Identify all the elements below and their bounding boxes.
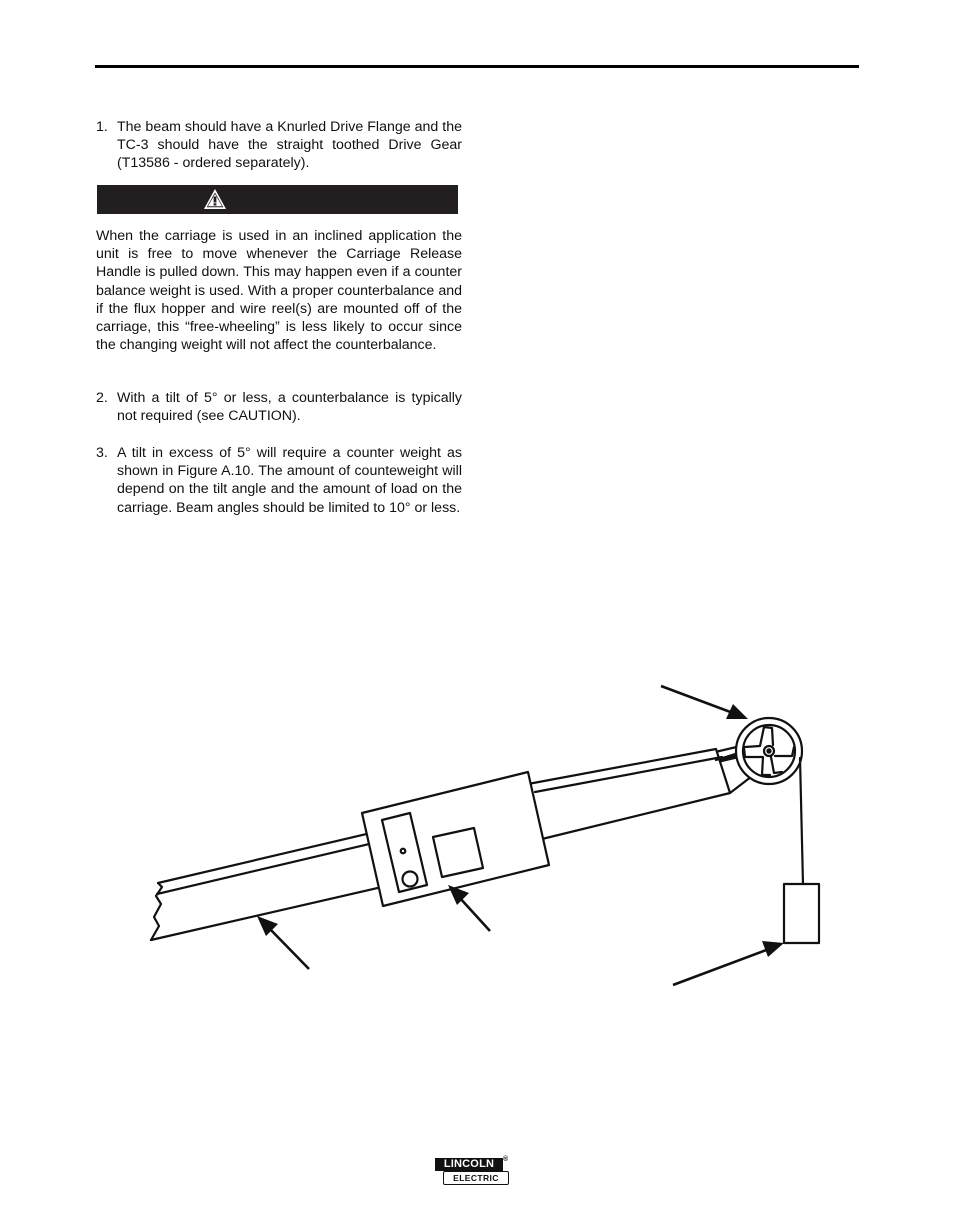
step-3-number: 3. [96, 445, 108, 461]
carriage [362, 772, 549, 906]
logo-registered-mark: ® [503, 1156, 509, 1163]
logo-top-text: LINCOLN [435, 1158, 503, 1171]
lincoln-electric-logo [435, 1158, 510, 1186]
pulley [736, 718, 802, 784]
carriage-arrow [448, 885, 490, 931]
step-2-number: 2. [96, 390, 108, 406]
caution-text: When the carriage is used in an inclined application the unit is free to move whenever the Carriage Release Handle is pulled down. This may happen even if a counter balance weight is used. With a proper counterbalance and if the flux hopper and wire reel(s) are mounted off of the carriage, this “free-wheeling” is less likely to occur since the changing weight will not affect the counterbalance. [96, 228, 462, 354]
track-rail [528, 749, 730, 839]
step-3-text: A tilt in excess of 5° will require a counter weight as shown in Figure A.10. The amount of counteweight will depend on the tilt angle and the amount of load on the carriage. Beam angles should be limited to 10° or less. [117, 445, 462, 516]
pulley-arrow [661, 686, 748, 719]
counterweight-arrow [673, 941, 784, 985]
step-2-text: With a tilt of 5° or less, a counterbalance is typically not required (see CAUTION). [117, 390, 462, 425]
step-1-number: 1. [96, 119, 108, 135]
logo-bottom-text: ELECTRIC [443, 1171, 509, 1185]
beam-arrow [257, 916, 309, 969]
step-1-text: The beam should have a Knurled Drive Flange and the TC-3 should have the straight toothed Drive Gear (T13586 - ordered separately). [117, 119, 462, 172]
counterweight [784, 884, 819, 943]
cable [800, 758, 803, 884]
